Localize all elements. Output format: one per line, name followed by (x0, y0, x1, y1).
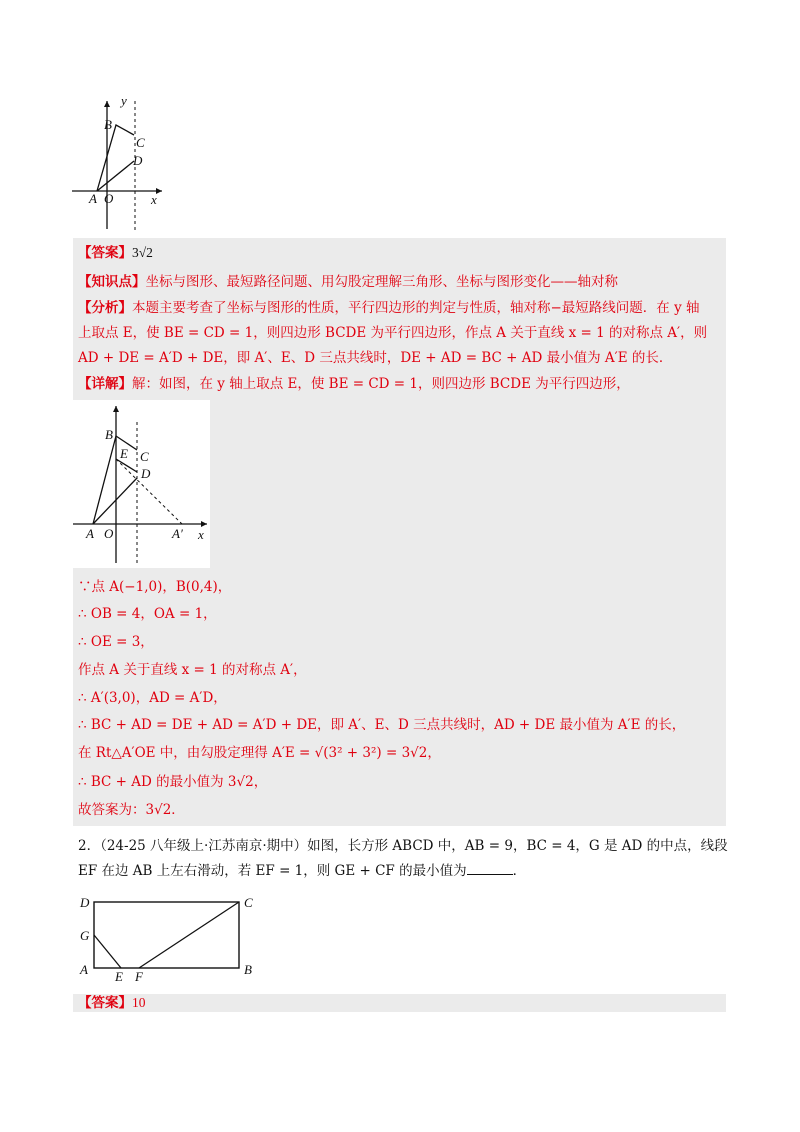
fig3-label-E: E (115, 969, 123, 984)
problem-2-line-1: 2．（24-25 八年级上·江苏南京·期中）如图，长方形 ABCD 中，AB = 9，BC = 4，G 是 AD 的中点，线段 (78, 838, 728, 854)
fig3-label-D: D (80, 895, 90, 910)
analysis-text-1: 本题主要考查了坐标与图形的性质，平行四边形的判定与性质，轴对称−最短路线问题．在 y 轴 (132, 300, 700, 316)
fig3-label-B: B (244, 962, 252, 977)
answer-blank (467, 862, 513, 875)
answer-2-value: 10 (132, 995, 146, 1010)
answer-2-tag: 【答案】 (78, 995, 132, 1011)
fig2-label-A: A (86, 526, 94, 541)
fig1-label-D: D (133, 153, 143, 168)
problem-2-line-2-end: ． (512, 863, 527, 879)
solution-line-8: ∴ BC + AD 的最小值为 3√2， (78, 774, 268, 790)
fig2-label-D: D (141, 466, 151, 481)
problem-2-line-2 (78, 861, 526, 881)
fig2-label-E: E (120, 446, 128, 461)
figure-1-coordinate-diagram (70, 95, 170, 235)
figure-2-coordinate-diagram (73, 400, 210, 568)
solution-line-6: ∴ BC + AD = DE + AD = A′D + DE，即 A′、E、D 三点共线时，AD + DE 最小值为 A′E 的长， (78, 717, 686, 733)
fig1-label-C: C (136, 135, 145, 150)
solution-line-4: 作点 A 关于直线 x = 1 的对称点 A′， (78, 662, 307, 678)
detail-text: 解：如图，在 y 轴上取点 E，使 BE = CD = 1，则四边形 BCDE 为平行四边形， (132, 376, 630, 392)
solution-line-1: ∵点 A(−1,0)，B(0,4)， (78, 579, 232, 595)
fig2-label-B: B (105, 427, 113, 442)
fig3-label-C: C (244, 895, 253, 910)
fig2-label-C: C (140, 449, 149, 464)
answer-1-tag: 【答案】 (78, 245, 132, 261)
fig1-label-B: B (104, 117, 112, 132)
answer-2-background (73, 994, 726, 1012)
answer-2 (78, 993, 146, 1013)
problem-2-line-2-text: EF 在边 AB 上左右滑动，若 EF = 1，则 GE + CF 的最小值为 (78, 863, 467, 879)
knowledge-text: 坐标与图形、最短路径问题、用勾股定理解三角形、坐标与图形变化——轴对称 (145, 274, 618, 290)
answer-1 (78, 243, 153, 263)
fig1-label-y: y (121, 95, 127, 108)
analysis-tag: 【分析】 (78, 300, 132, 316)
solution-line-3: ∴ OE = 3， (78, 634, 154, 650)
solution-line-7: 在 Rt△A′OE 中，由勾股定理得 A′E = √(3² + 3²) = 3√2， (78, 745, 441, 761)
figure-3-rectangle-diagram (75, 892, 265, 987)
knowledge-tag: 【知识点】 (78, 274, 146, 290)
detail-line (78, 374, 630, 394)
solution-line-5: ∴ A′(3,0)，AD = A′D， (78, 690, 227, 706)
solution-line-9: 故答案为：3√2． (78, 802, 185, 818)
fig2-label-O: O (104, 526, 114, 541)
fig1-label-O: O (104, 191, 114, 206)
analysis-line-2: 上取点 E，使 BE = CD = 1，则四边形 BCDE 为平行四边形，作点 A 关于直线 x = 1 的对称点 A′，则 (78, 325, 708, 341)
fig1-label-A: A (89, 191, 97, 206)
fig3-label-F: F (135, 969, 143, 984)
fig3-label-A: A (80, 962, 88, 977)
answer-1-value: 3√2 (132, 245, 153, 260)
analysis-line-1 (78, 298, 700, 318)
knowledge-points (78, 272, 618, 292)
detail-tag: 【详解】 (78, 376, 132, 392)
fig2-label-x: x (198, 527, 204, 542)
solution-line-2: ∴ OB = 4，OA = 1， (78, 606, 217, 622)
fig3-label-G: G (80, 928, 90, 943)
fig2-label-A-prime: A′ (172, 526, 183, 541)
fig1-label-x: x (151, 192, 157, 207)
analysis-line-3: AD + DE = A′D + DE，即 A′、E、D 三点共线时，DE + AD = BC + AD 最小值为 A′E 的长． (78, 350, 673, 366)
